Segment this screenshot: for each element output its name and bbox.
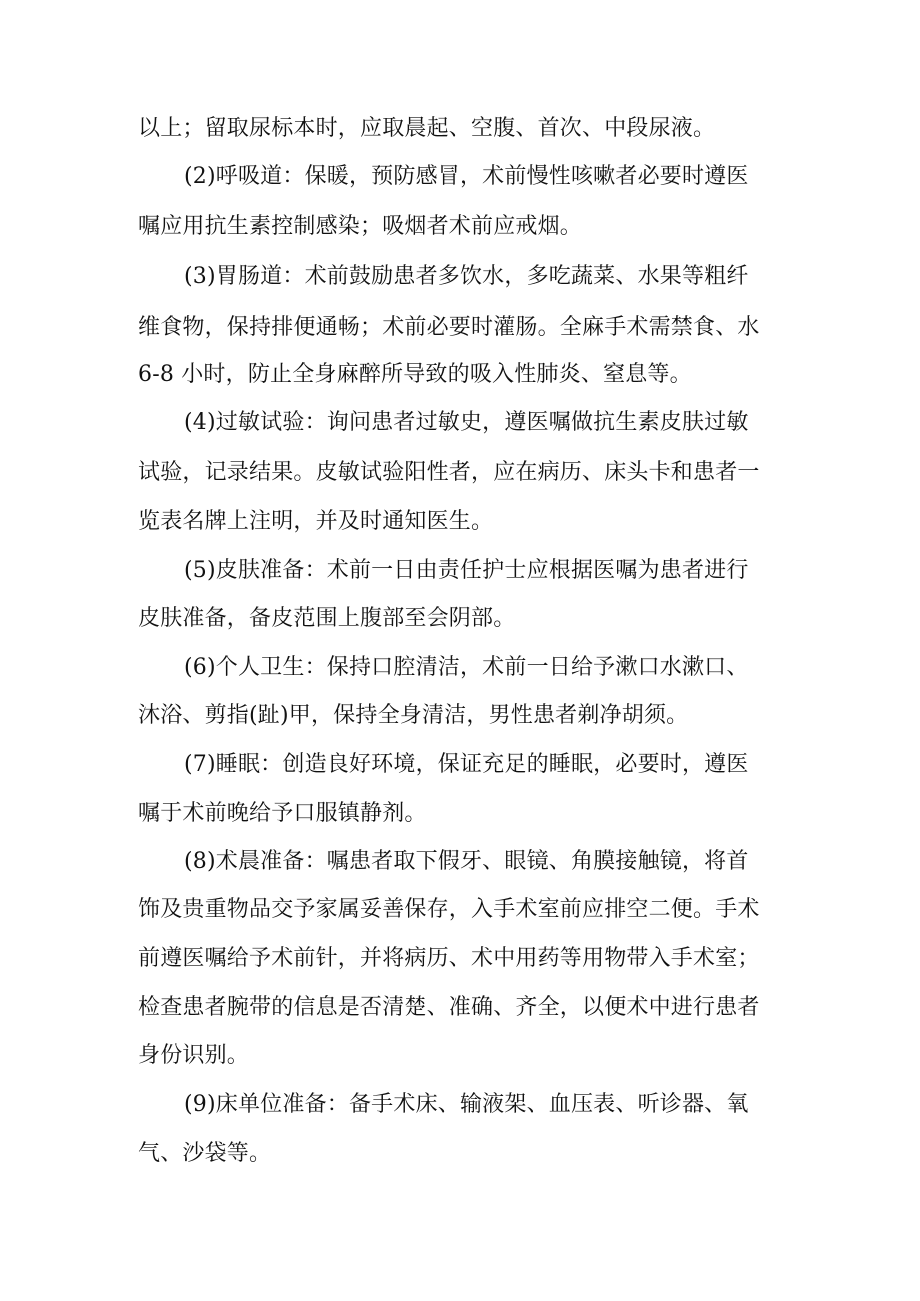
text-line: 览表名牌上注明，并及时通知医生。 bbox=[138, 509, 494, 534]
text-line: 身份识别。 bbox=[138, 1043, 250, 1068]
text-line: 饰及贵重物品交予家属妥善保存，入手术室前应排空二便。手术 bbox=[138, 897, 760, 922]
text-line: 沐浴、剪指(趾)甲，保持全身清洁，男性患者剃净胡须。 bbox=[138, 703, 689, 728]
text-line: (7)睡眠：创造良好环境，保证充足的睡眠，必要时，遵医 bbox=[184, 752, 749, 777]
text-line: 皮肤准备，备皮范围上腹部至会阴部。 bbox=[138, 606, 516, 631]
text-line: (8)术晨准备：嘱患者取下假牙、眼镜、角膜接触镜，将首 bbox=[184, 849, 749, 874]
text-line: 嘱于术前晚给予口服镇静剂。 bbox=[138, 801, 427, 826]
text-line: 试验，记录结果。皮敏试验阳性者，应在病历、床头卡和患者一 bbox=[138, 460, 760, 485]
text-line: (9)床单位准备：备手术床、输液架、血压表、听诊器、氧 bbox=[184, 1092, 749, 1117]
text-line: 前遵医嘱给予术前针，并将病历、术中用药等用物带入手术室； bbox=[138, 946, 760, 971]
text-line: (4)过敏试验：询问患者过敏史，遵医嘱做抗生素皮肤过敏 bbox=[184, 410, 749, 435]
text-line: 气、沙袋等。 bbox=[138, 1141, 272, 1166]
text-line: 以上；留取尿标本时，应取晨起、空腹、首次、中段尿液。 bbox=[138, 116, 716, 141]
text-line: 检查患者腕带的信息是否清楚、准确、齐全，以便术中进行患者 bbox=[138, 995, 760, 1020]
text-line: (3)胃肠道：术前鼓励患者多饮水，多吃蔬菜、水果等粗纤 bbox=[184, 264, 749, 289]
text-line: 6-8 小时，防止全身麻醉所导致的吸入性肺炎、窒息等。 bbox=[138, 362, 692, 387]
text-line: 嘱应用抗生素控制感染；吸烟者术前应戒烟。 bbox=[138, 214, 583, 239]
text-line: (5)皮肤准备：术前一日由责任护士应根据医嘱为患者进行 bbox=[184, 558, 749, 583]
text-line: (6)个人卫生：保持口腔清洁，术前一日给予漱口水漱口、 bbox=[184, 655, 749, 680]
text-line: (2)呼吸道：保暖，预防感冒，术前慢性咳嗽者必要时遵医 bbox=[184, 164, 749, 189]
text-line: 维食物，保持排便通畅；术前必要时灌肠。全麻手术需禁食、水 bbox=[138, 315, 760, 340]
